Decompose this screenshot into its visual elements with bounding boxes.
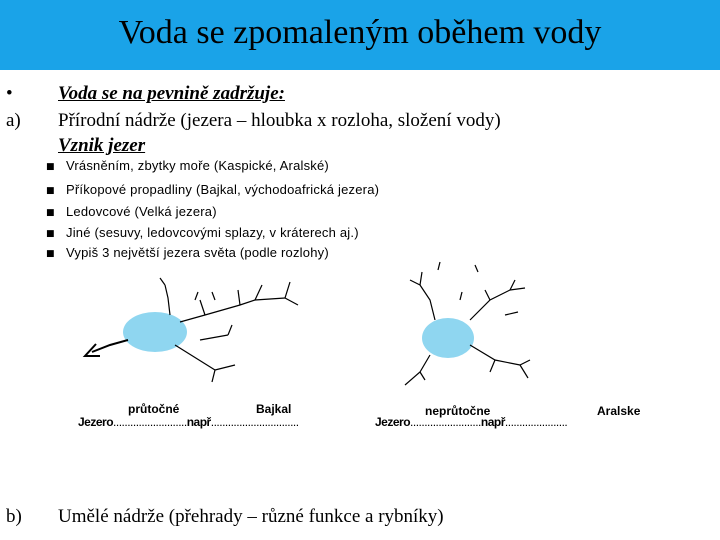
lake-shape [422, 318, 474, 358]
fill-in-line-left: Jezero..........................např............................... [78, 415, 299, 429]
bullet-marker: • [6, 83, 13, 104]
square-bullet-icon: ■ [46, 186, 55, 196]
endorheic-lake-diagram [405, 262, 530, 385]
origin-item: Jiné (sesuvy, ledovcovými splazy, v kráterech aj.) [66, 225, 359, 240]
flow-through-lake-diagram [85, 278, 298, 382]
fill-in-line-right: Jezero.........................např...................... [375, 415, 568, 429]
item-a-marker: a) [6, 110, 21, 131]
example-lake-label: Aralske [597, 404, 641, 418]
item-b-text: Umělé nádrže (přehrady – různé funkce a rybníky) [58, 506, 444, 527]
example-lake-label: Bajkal [256, 402, 292, 416]
endorheic-label: neprůtočne [425, 404, 491, 418]
square-bullet-icon: ■ [46, 162, 55, 172]
slide-title: Voda se zpomaleným oběhem vody [118, 14, 602, 51]
origin-item: Ledovcové (Velká jezera) [66, 204, 217, 219]
main-heading: Voda se na pevnině zadržuje: [58, 83, 285, 104]
item-a-text: Přírodní nádrže (jezera – hloubka x rozloha, složení vody) [58, 110, 501, 131]
square-bullet-icon: ■ [46, 229, 55, 239]
subheading-lake-origin: Vznik jezer [58, 135, 146, 156]
item-b-marker: b) [6, 506, 22, 527]
square-bullet-icon: ■ [46, 208, 55, 218]
origin-item: Vrásněním, zbytky moře (Kaspické, Aralské) [66, 158, 329, 173]
origin-item: Příkopové propadliny (Bajkal, východoafrická jezera) [66, 182, 380, 197]
square-bullet-icon: ■ [46, 249, 55, 259]
flow-through-label: průtočné [128, 402, 180, 416]
origin-item: Vypiš 3 největší jezera světa (podle rozlohy) [66, 245, 329, 260]
